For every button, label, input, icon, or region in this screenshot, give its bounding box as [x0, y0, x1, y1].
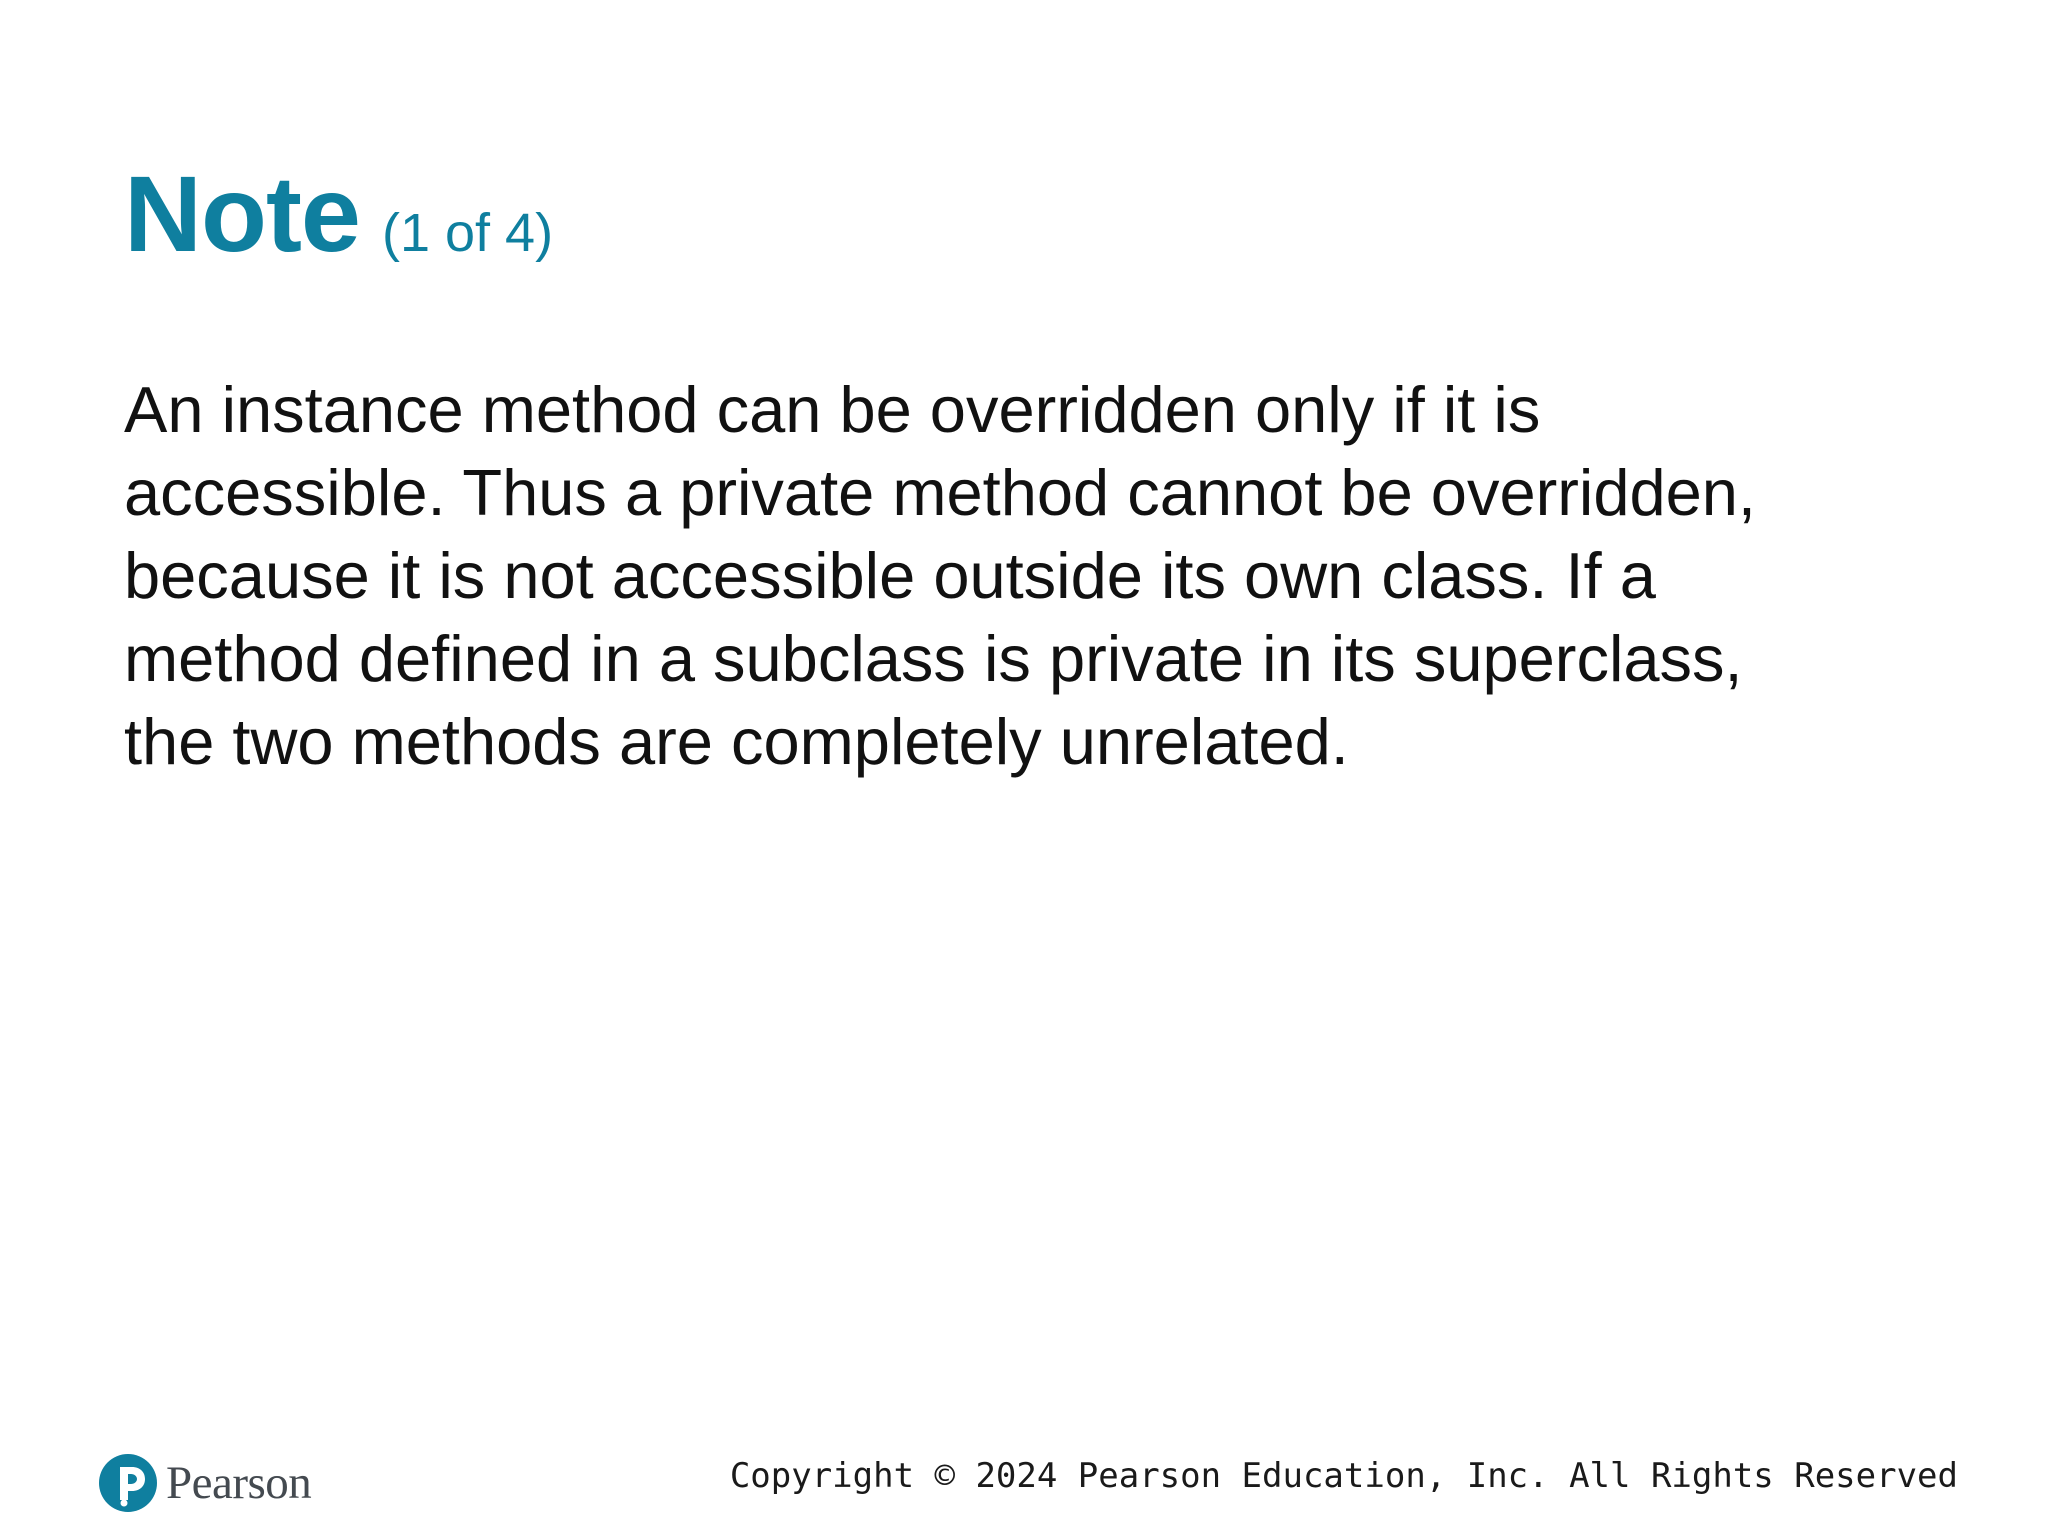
title-main: Note [124, 153, 360, 274]
slide-title [124, 153, 554, 274]
body-line-2: accessible. Thus a private method cannot be overridden, [124, 456, 1756, 529]
body-line-1: An instance method can be overridden only if it is [124, 373, 1541, 446]
pearson-p-icon [98, 1453, 158, 1513]
title-page-indicator: (1 of 4) [382, 203, 554, 263]
pearson-wordmark: Pearson [166, 1457, 312, 1509]
copyright-notice: Copyright © 2024 Pearson Education, Inc. All Rights Reserved [729, 1456, 1958, 1496]
body-paragraph [124, 368, 1924, 783]
body-line-4: method defined in a subclass is private in its superclass, [124, 622, 1743, 695]
pearson-logo [98, 1450, 311, 1516]
body-line-3: because it is not accessible outside its own class. If a [124, 539, 1656, 612]
body-line-5: the two methods are completely unrelated. [124, 705, 1349, 778]
